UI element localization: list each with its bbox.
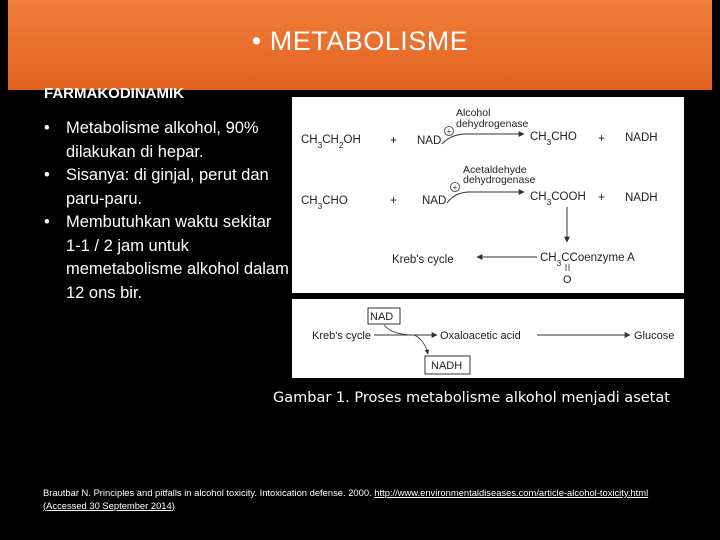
substrate2-formula: $CH_3CHO$ xyxy=(301,195,348,211)
nad-branch-arrow xyxy=(384,325,414,335)
krebs-gluconeogenesis-diagram xyxy=(292,299,684,378)
oxygen-atom: O xyxy=(563,274,572,286)
krebs-cycle-label: Kreb's cycle xyxy=(312,330,371,342)
oxaloacetic-acid-label: Oxaloacetic acid xyxy=(440,330,521,342)
reference-accessed: (Accessed 30 September 2014) xyxy=(43,499,175,511)
glucose-label: Glucose xyxy=(634,330,675,342)
enzyme2-name-line2: dehydrogenase xyxy=(463,174,536,186)
bullet-item: • Sisanya: di ginjal, perut dan paru-paru. xyxy=(20,164,290,211)
slide-title: • METABOLISME xyxy=(251,26,469,56)
enzyme1-name-line1: Alcohol xyxy=(456,107,491,119)
enzyme1-name-line2: dehydrogenase xyxy=(456,118,529,130)
substrate1-formula: $CH_3CH_2OH$ xyxy=(301,134,361,150)
bullet-item: • Metabolisme alkohol, 90% dilakukan di hepar. xyxy=(20,117,290,164)
nad-charge-sign: + xyxy=(446,127,452,136)
nad-charge-sign: + xyxy=(452,183,458,192)
nad-label: NAD xyxy=(417,135,442,147)
nad-label: NAD xyxy=(422,195,447,207)
plus-sign: + xyxy=(390,193,398,207)
nadh-branch-arrow xyxy=(414,335,428,354)
reaction2-arrow xyxy=(447,192,524,203)
product1-formula: $CH_3CHO$ xyxy=(530,131,577,147)
title-bar xyxy=(8,0,712,90)
reaction1-arrow xyxy=(442,134,524,144)
reference-text: Brautbar N. Principles and pitfalls in alcohol toxicity. Intoxication defense. 2000. xyxy=(43,487,375,498)
plus-sign: + xyxy=(390,133,398,147)
krebs-cycle-label: Kreb's cycle xyxy=(392,254,454,266)
acetyl-coa-formula: $CH_3CCoenzyme$ A xyxy=(540,252,635,268)
alcohol-metabolism-diagram xyxy=(292,97,684,293)
section-subtitle: FARMAKODINAMIK xyxy=(44,85,184,99)
nadh-label: NADH xyxy=(625,132,658,144)
product2-formula: $CH_3COOH$ xyxy=(530,191,586,207)
figure-caption: Gambar 1. Proses metabolisme alkohol menjadi asetat xyxy=(273,390,670,406)
nadh-label: NADH xyxy=(431,360,463,372)
reference-link[interactable]: http://www.environmentaldiseases.com/article-alcohol-toxicity.html xyxy=(374,487,649,498)
plus-sign: + xyxy=(598,190,606,204)
nad-label: NAD xyxy=(370,311,394,323)
bullet-list xyxy=(20,117,290,305)
nadh-label: NADH xyxy=(625,192,658,204)
bullet-item: • Membutuhkan waktu sekitar 1-1 / 2 jam untuk memetabolisme alkohol dalam 12 ons bir. xyxy=(20,211,290,305)
reference xyxy=(43,487,707,512)
plus-sign: + xyxy=(598,131,606,145)
enzyme2-name-line1: Acetaldehyde xyxy=(463,164,527,176)
